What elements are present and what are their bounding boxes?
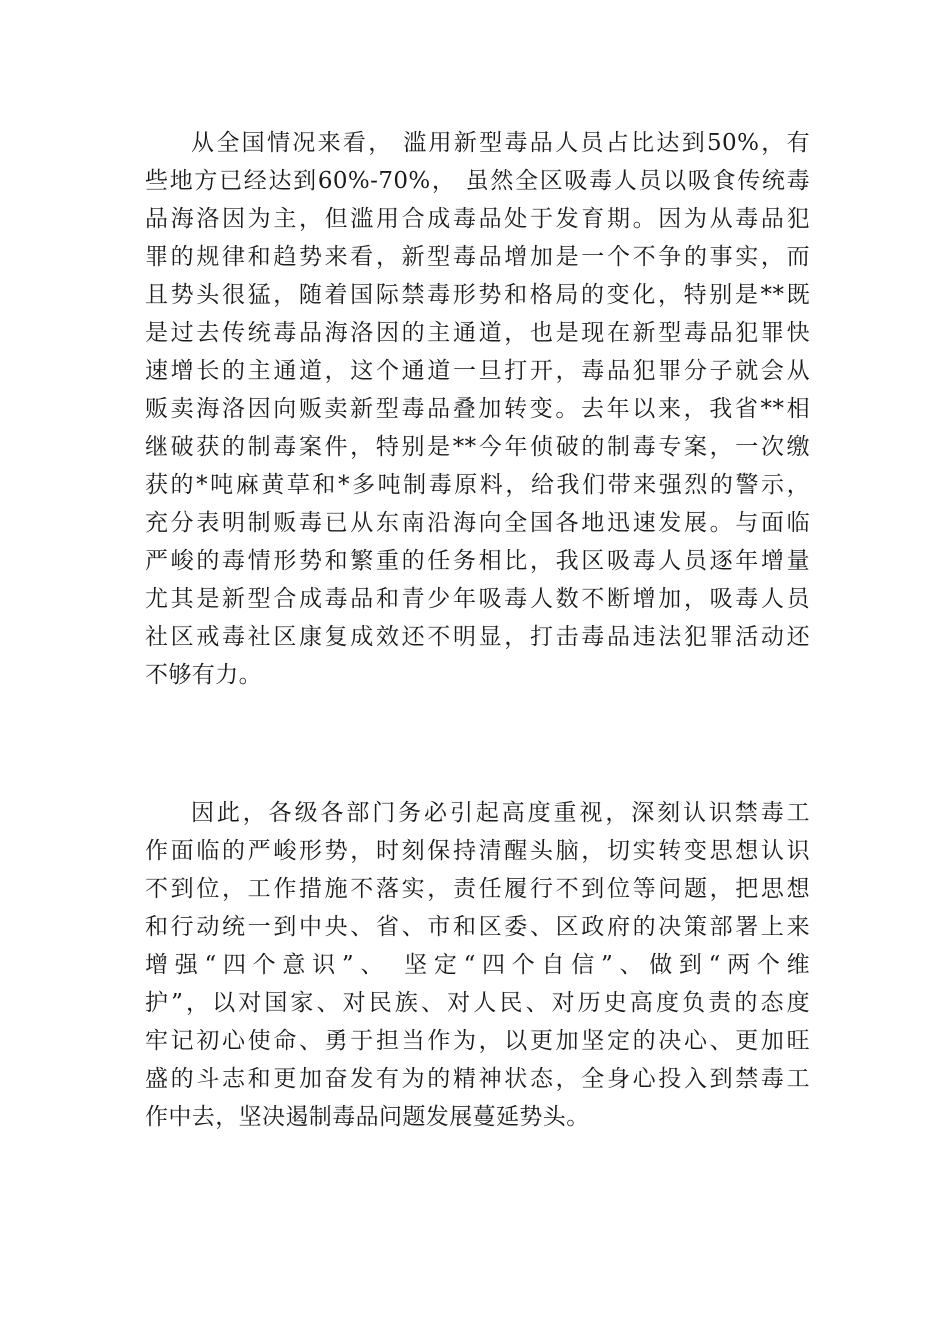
text-line: 品海洛因为主，但滥用合成毒品处于发育期。因为从毒品犯: [145, 206, 810, 232]
text-line: 是过去传统毒品海洛因的主通道，也是现在新型毒品犯罪快: [145, 320, 810, 346]
text-line: 不到位，工作措施不落实，责任履行不到位等问题，把思想: [145, 876, 810, 902]
text-line: 护”，以对国家、对民族、对人民、对历史高度负责的态度: [145, 990, 810, 1016]
text-line: 社区戒毒社区康复成效还不明显，打击毒品违法犯罪活动还: [145, 624, 810, 650]
paragraph-call-to-action: [145, 794, 810, 1136]
text-line: 尤其是新型合成毒品和青少年吸毒人数不断增加，吸毒人员: [145, 586, 810, 612]
text-line: 牢记初心使命、勇于担当作为，以更加坚定的决心、更加旺: [145, 1028, 810, 1054]
text-line: 贩卖海洛因向贩卖新型毒品叠加转变。去年以来，我省**相: [145, 396, 810, 422]
text-line: 些地方已经达到60%-70%， 虽然全区吸毒人员以吸食传统毒: [145, 168, 810, 194]
text-line: 且势头很猛，随着国际禁毒形势和格局的变化，特别是**既: [145, 282, 810, 308]
text-line: 罪的规律和趋势来看，新型毒品增加是一个不争的事实，而: [145, 244, 810, 270]
text-line: 继破获的制毒案件，特别是**今年侦破的制毒专案，一次缴: [145, 434, 810, 460]
text-line: 速增长的主通道，这个通道一旦打开，毒品犯罪分子就会从: [145, 358, 810, 384]
text-line: 不够有力。: [145, 662, 262, 688]
paragraph-drug-situation: [145, 124, 810, 694]
text-line: 盛的斗志和更加奋发有为的精神状态，全身心投入到禁毒工: [145, 1066, 810, 1092]
text-line: 从全国情况来看， 滥用新型毒品人员占比达到50%，有: [191, 130, 810, 156]
text-line: 因此，各级各部门务必引起高度重视，深刻认识禁毒工: [191, 800, 810, 826]
text-line: 充分表明制贩毒已从东南沿海向全国各地迅速发展。与面临: [145, 510, 810, 536]
text-line: 严峻的毒情形势和繁重的任务相比，我区吸毒人员逐年增量: [145, 548, 810, 574]
text-line: 和行动统一到中央、省、市和区委、区政府的决策部署上来: [145, 914, 810, 940]
text-line: 增强“四个意识”、 坚定“四个自信”、做到“两个维: [145, 952, 810, 978]
text-line: 作中去，坚决遏制毒品问题发展蔓延势头。: [145, 1104, 590, 1130]
text-line: 作面临的严峻形势，时刻保持清醒头脑，切实转变思想认识: [145, 838, 810, 864]
text-line: 获的*吨麻黄草和*多吨制毒原料，给我们带来强烈的警示，: [145, 472, 810, 498]
